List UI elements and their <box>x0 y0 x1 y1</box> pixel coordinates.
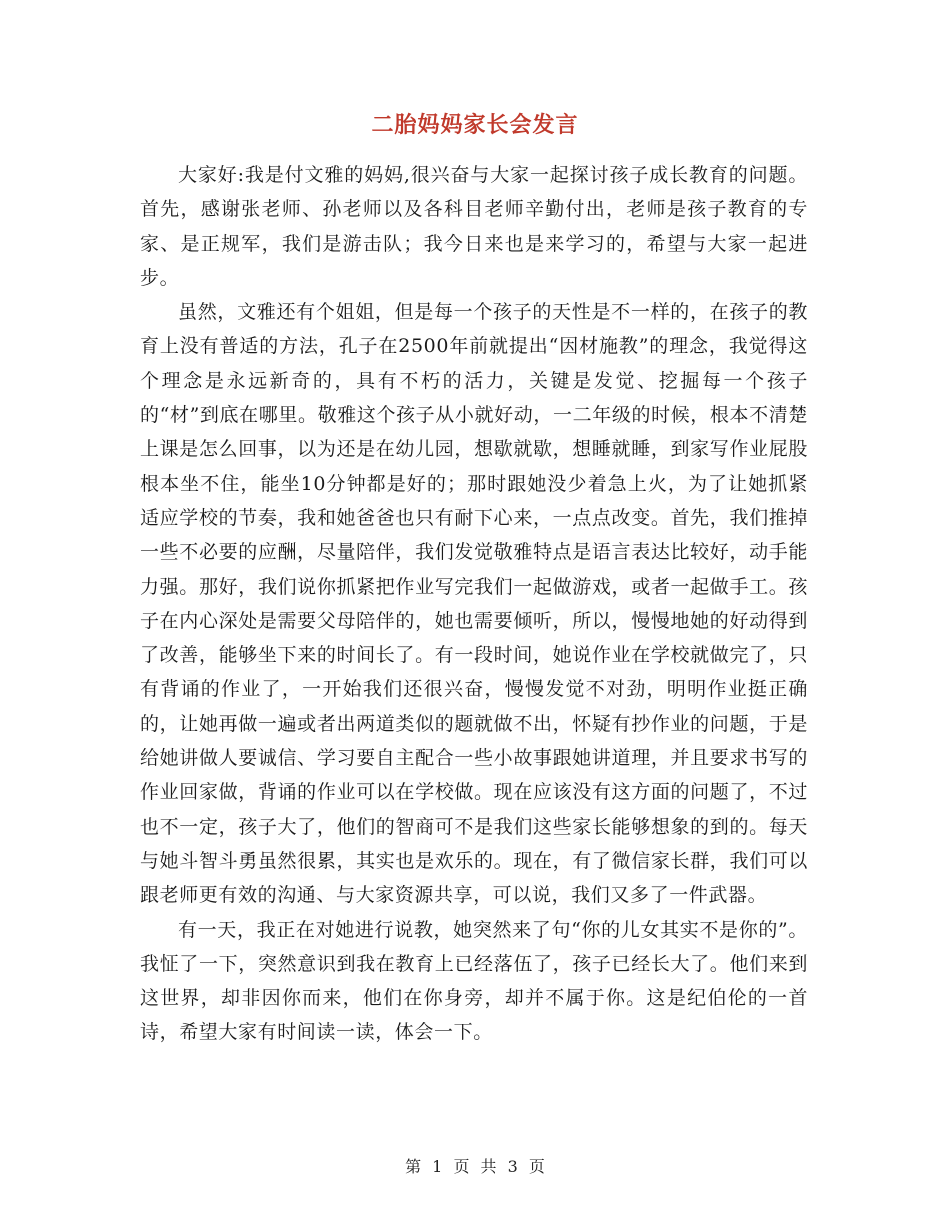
paragraph-1: 大家好:我是付文雅的妈妈,很兴奋与大家一起探讨孩子成长教育的问题。首先，感谢张老师、孙老师以及各科目老师辛勤付出，老师是孩子教育的专家、是正规军，我们是游击队；我今日来也是来学习的，希望与大家一起进步。 <box>140 164 808 289</box>
paragraph-3: 有一天，我正在对她进行说教，她突然来了句“你的儿女其实不是你的”。我怔了一下，突然意识到我在教育上已经落伍了，孩子已经长大了。他们来到这世界，却非因你而来，他们在你身旁，却并不属于你。这是纪伯伦的一首诗，希望大家有时间读一读，体会一下。 <box>140 918 808 1044</box>
page-footer: 第 1 页 共 3 页 <box>405 1157 545 1176</box>
document-body <box>140 158 808 1050</box>
paragraph-2: 虽然，文雅还有个姐姐，但是每一个孩子的天性是不一样的，在孩子的教育上没有普适的方法，孔子在2500年前就提出“因材施教”的理念，我觉得这个理念是永远新奇的，具有不朽的活力，关键是发觉、挖掘每一个孩子的“材”到底在哪里。敬雅这个孩子从小就好动，一二年级的时候，根本不清楚上课是怎么回事，以为还是在幼儿园，想歇就歇，想睡就睡，到家写作业屁股根本坐不住，能坐10分钟都是好的；那时跟她没少着急上火，为了让她抓紧适应学校的节奏，我和她爸爸也只有耐下心来，一点点改变。首先，我们推掉一些不必要的应酬，尽量陪伴，我们发觉敬雅特点是语言表达比较好，动手能力强。那好，我们说你抓紧把作业写完我们一起做游戏，或者一起做手工。孩子在内心深处是需要父母陪伴的，她也需要倾听，所以，慢慢地她的好动得到了改善，能够坐下来的时间长了。有一段时间，她说作业在学校就做完了，只有背诵的作业了，一开始我们还很兴奋，慢慢发觉不对劲，明明作业挺正确的，让她再做一遍或者出两道类似的题就做不出，怀疑有抄作业的问题，于是给她讲做人要诚信、学习要自主配合一些小故事跟她讲道理，并且要求书写的作业回家做，背诵的作业可以在学校做。现在应该没有这方面的问题了，不过也不一定，孩子大了，他们的智商可不是我们这些家长能够想象的到的。每天与她斗智斗勇虽然很累，其实也是欢乐的。现在，有了微信家长群，我们可以跟老师更有效的沟通、与大家资源共享，可以说，我们又多了一件武器。 <box>140 301 808 907</box>
document-title: 二胎妈妈家长会发言 <box>371 113 579 138</box>
